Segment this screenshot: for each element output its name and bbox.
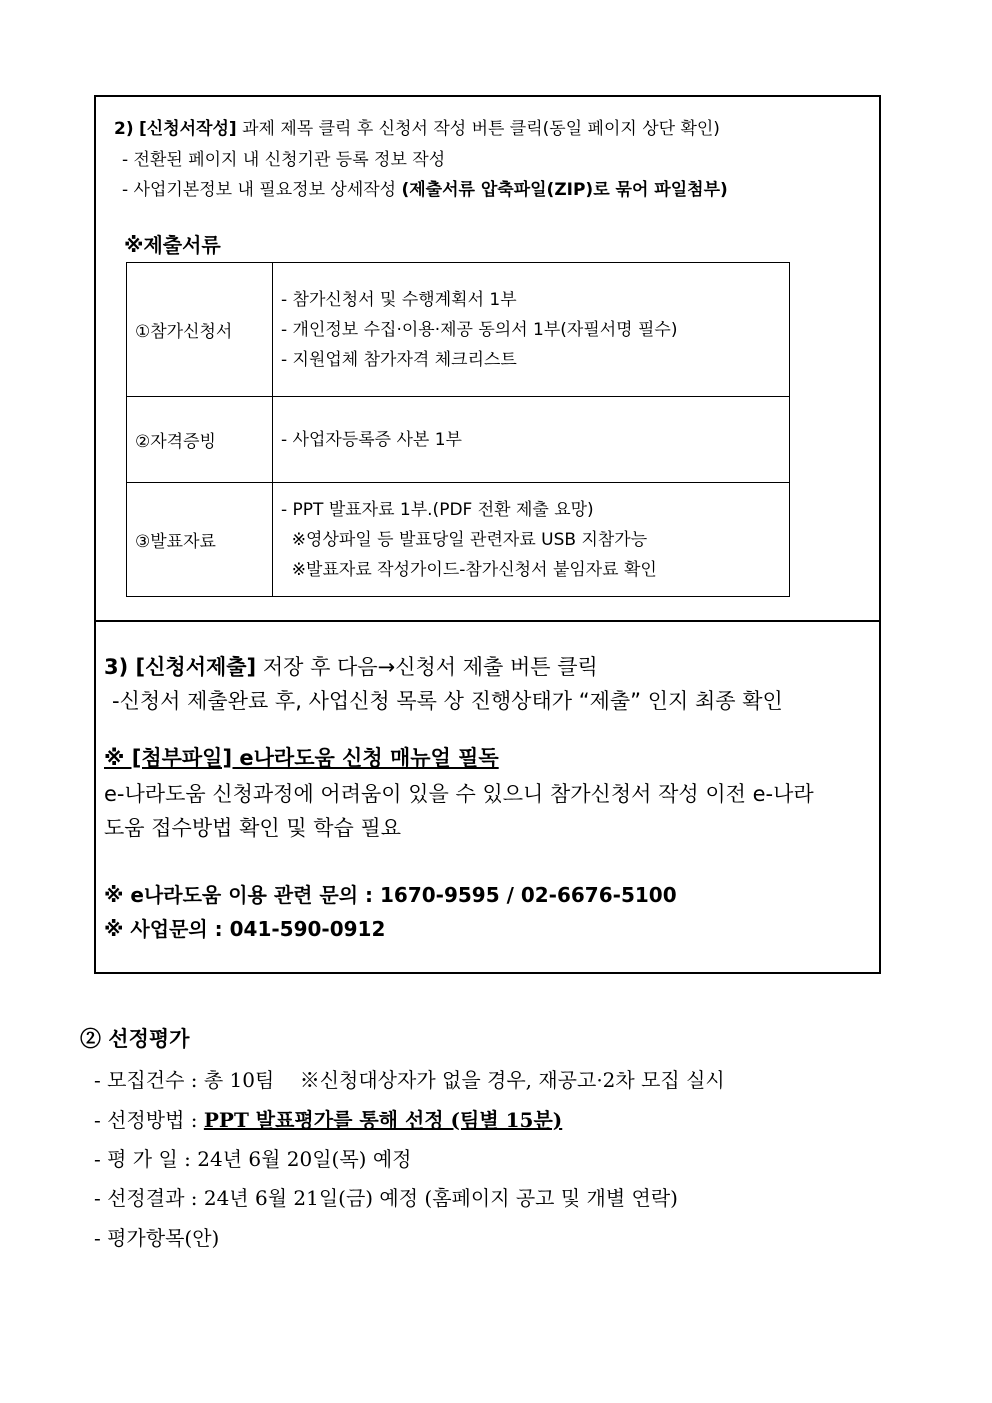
- step2-title: [신청서작성]: [139, 119, 237, 139]
- attachment-body-1: e-나라도움 신청과정에 어려움이 있을 수 있으니 참가신청서 작성 이전 e-나라: [104, 782, 814, 806]
- contact-business: ※ 사업문의 : 041-590-0912: [104, 917, 386, 941]
- step3-sub: -신청서 제출완료 후, 사업신청 목록 상 진행상태가 “제출” 인지 최종 확인: [112, 689, 783, 713]
- eval-method-label: - 선정방법 :: [94, 1108, 204, 1132]
- doc-key: ②자격증빙: [127, 397, 273, 483]
- eval-heading: ② 선정평가: [80, 1026, 190, 1051]
- step3-desc: 저장 후 다음→신청서 제출 버튼 클릭: [256, 655, 598, 679]
- doc-items: [273, 263, 790, 397]
- doc-item: - PPT 발표자료 1부.(PDF 전환 제출 요망): [281, 499, 594, 520]
- doc-items: [273, 483, 790, 597]
- step2-desc: 과제 제목 클릭 후 신청서 작성 버튼 클릭(동일 페이지 상단 확인): [242, 119, 720, 139]
- doc-item: ※영상파일 등 발표당일 관련자료 USB 지참가능: [281, 529, 648, 550]
- step2-bullet-2-bold: (제출서류 압축파일(ZIP)로 묶어 파일첨부): [401, 180, 728, 200]
- step3-lead: 3) [신청서제출]: [104, 655, 257, 679]
- attachment-title: ※ [첨부파일] e나라도움 신청 매뉴얼 필독: [104, 746, 499, 770]
- attachment-body-2: 도움 접수방법 확인 및 학습 필요: [104, 816, 402, 840]
- step3-line: [104, 651, 598, 681]
- doc-item: ※발표자료 작성가이드-참가신청서 붙임자료 확인: [281, 559, 657, 580]
- table-row: [127, 397, 790, 483]
- eval-method: [94, 1104, 562, 1133]
- doc-item: - 지원업체 참가자격 체크리스트: [281, 349, 517, 370]
- table-row: [127, 263, 790, 397]
- doc-item: - 사업자등록증 사본 1부: [281, 429, 462, 450]
- eval-method-value: PPT 발표평가를 통해 선정 (팀별 15분): [203, 1108, 563, 1132]
- doc-key: ①참가신청서: [127, 263, 273, 397]
- doc-item: - 개인정보 수집·이용·제공 동의서 1부(자필서명 필수): [281, 319, 678, 340]
- docs-heading: ※제출서류: [124, 233, 221, 257]
- doc-item: - 참가신청서 및 수행계획서 1부: [281, 289, 517, 310]
- contact-enara: ※ e나라도움 이용 관련 문의 : 1670-9595 / 02-6676-5100: [104, 883, 677, 907]
- eval-items: - 평가항목(안): [94, 1226, 220, 1250]
- table-row: [127, 483, 790, 597]
- eval-result: - 선정결과 : 24년 6월 21일(금) 예정 (홈페이지 공고 및 개별 연락): [94, 1186, 678, 1210]
- step2-bullet-1: - 전환된 페이지 내 신청기관 등록 정보 작성: [122, 150, 446, 170]
- step2-bullet-2-text: - 사업기본정보 내 필요정보 상세작성: [122, 180, 402, 200]
- eval-date: - 평 가 일 : 24년 6월 20일(목) 예정: [94, 1147, 412, 1171]
- required-documents-table: [126, 262, 790, 597]
- doc-key: ③발표자료: [127, 483, 273, 597]
- step2-bullet-2: [122, 175, 728, 200]
- step2-num: 2): [114, 119, 134, 139]
- step2-line: [114, 114, 720, 139]
- eval-recruit-count: - 모집건수 : 총 10팀 ※신청대상자가 없을 경우, 재공고·2차 모집 실시: [94, 1068, 725, 1092]
- doc-items: [273, 397, 790, 483]
